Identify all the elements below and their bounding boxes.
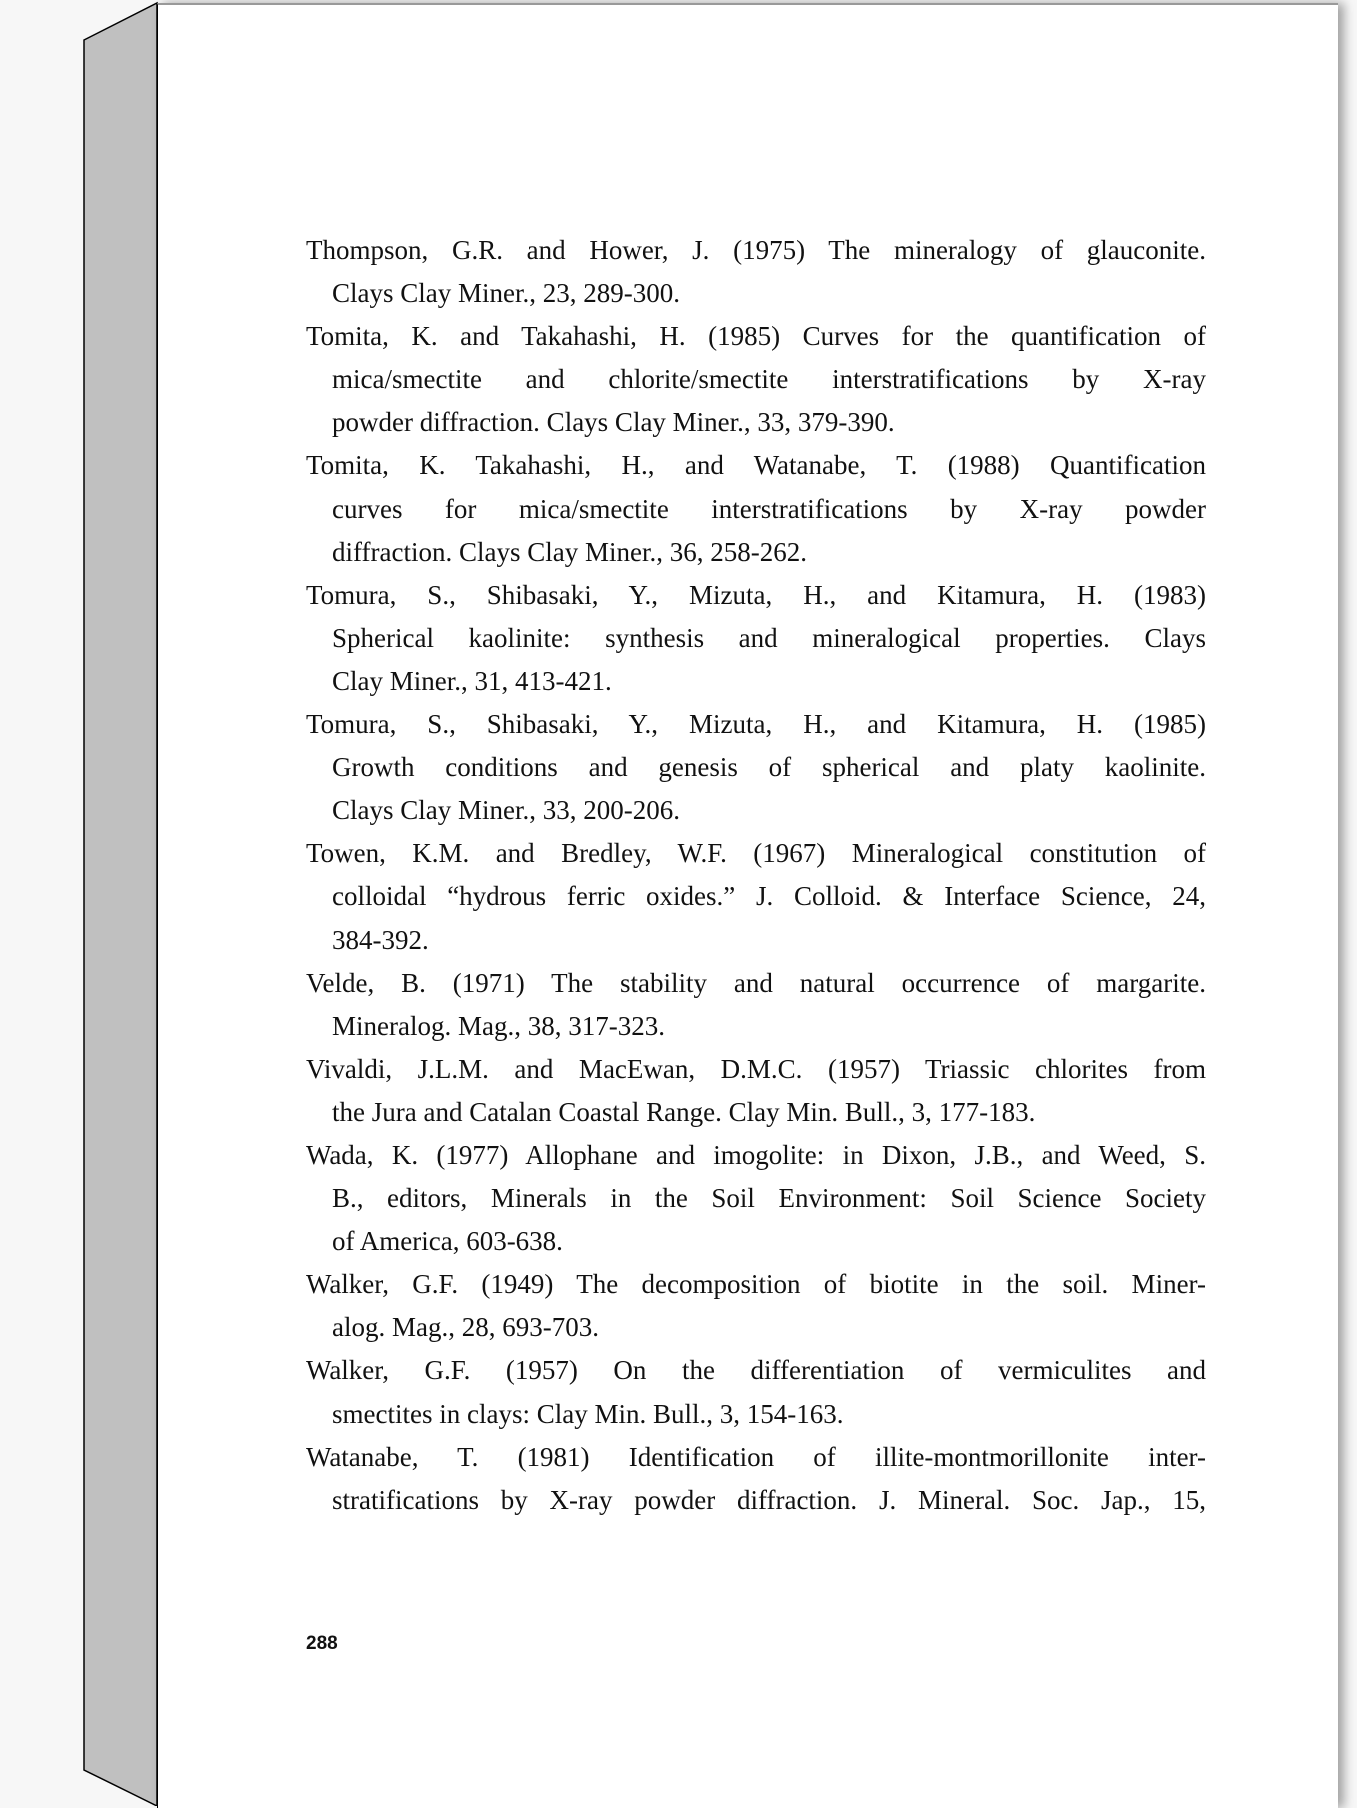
reference-entry <box>306 315 1206 444</box>
reference-line: curves for mica/smectite interstratifications by X-ray powder <box>332 493 1206 524</box>
reference-line: Tomita, K. Takahashi, H., and Watanabe, T. (1988) Quantification <box>306 450 1206 481</box>
reference-line: Mineralog. Mag., 38, 317-323. <box>332 1010 665 1041</box>
page-number: 288 <box>306 1633 338 1654</box>
reference-line: Clays Clay Miner., 23, 289-300. <box>332 278 680 309</box>
reference-line: Vivaldi, J.L.M. and MacEwan, D.M.C. (1957) Triassic chlorites from <box>306 1053 1206 1084</box>
reference-line: Watanabe, T. (1981) Identification of illite-montmorillonite inter- <box>306 1441 1206 1472</box>
reference-line: Walker, G.F. (1957) On the differentiation of vermiculites and <box>306 1355 1206 1386</box>
reference-line: smectites in clays: Clay Min. Bull., 3, 154-163. <box>332 1398 844 1429</box>
book-page <box>157 3 1338 1808</box>
reference-entry <box>306 703 1206 832</box>
reference-line: Tomura, S., Shibasaki, Y., Mizuta, H., and Kitamura, H. (1985) <box>306 709 1206 740</box>
reference-entry <box>306 444 1206 573</box>
reference-line: Growth conditions and genesis of spherical and platy kaolinite. <box>332 752 1206 783</box>
reference-line: Wada, K. (1977) Allophane and imogolite: in Dixon, J.B., and Weed, S. <box>306 1139 1206 1170</box>
reference-line: Clays Clay Miner., 33, 200-206. <box>332 795 680 826</box>
reference-line: Spherical kaolinite: synthesis and mineralogical properties. Clays <box>332 622 1206 653</box>
reference-line: Tomura, S., Shibasaki, Y., Mizuta, H., and Kitamura, H. (1983) <box>306 579 1206 610</box>
reference-entry <box>306 1436 1206 1522</box>
reference-entry <box>306 832 1206 961</box>
reference-line: of America, 603-638. <box>332 1226 563 1257</box>
reference-line: Towen, K.M. and Bredley, W.F. (1967) Mineralogical constitution of <box>306 838 1206 869</box>
reference-entry <box>306 1134 1206 1263</box>
reference-line: Velde, B. (1971) The stability and natural occurrence of margarite. <box>306 967 1206 998</box>
reference-entry <box>306 574 1206 703</box>
reference-line: the Jura and Catalan Coastal Range. Clay Min. Bull., 3, 177-183. <box>332 1096 1036 1127</box>
reference-line: mica/smectite and chlorite/smectite interstratifications by X-ray <box>332 364 1206 395</box>
reference-entry <box>306 229 1206 315</box>
reference-list <box>306 229 1206 1522</box>
reference-entry <box>306 1048 1206 1134</box>
reference-line: B., editors, Minerals in the Soil Environment: Soil Science Society <box>332 1183 1206 1214</box>
book-spine <box>0 0 160 1806</box>
reference-entry <box>306 1263 1206 1349</box>
reference-line: stratifications by X-ray powder diffraction. J. Mineral. Soc. Jap., 15, <box>332 1484 1206 1515</box>
reference-line: Walker, G.F. (1949) The decomposition of biotite in the soil. Miner- <box>306 1269 1206 1300</box>
reference-line: Clay Miner., 31, 413-421. <box>332 665 612 696</box>
reference-entry <box>306 962 1206 1048</box>
reference-line: powder diffraction. Clays Clay Miner., 33, 379-390. <box>332 407 895 438</box>
reference-line: Tomita, K. and Takahashi, H. (1985) Curves for the quantification of <box>306 321 1206 352</box>
reference-line: diffraction. Clays Clay Miner., 36, 258-262. <box>332 536 807 567</box>
reference-line: Thompson, G.R. and Hower, J. (1975) The mineralogy of glauconite. <box>306 235 1206 265</box>
reference-line: 384-392. <box>332 924 429 955</box>
reference-line: alog. Mag., 28, 693-703. <box>332 1312 599 1343</box>
reference-line: colloidal “hydrous ferric oxides.” J. Colloid. & Interface Science, 24, <box>332 881 1206 912</box>
reference-entry <box>306 1349 1206 1435</box>
